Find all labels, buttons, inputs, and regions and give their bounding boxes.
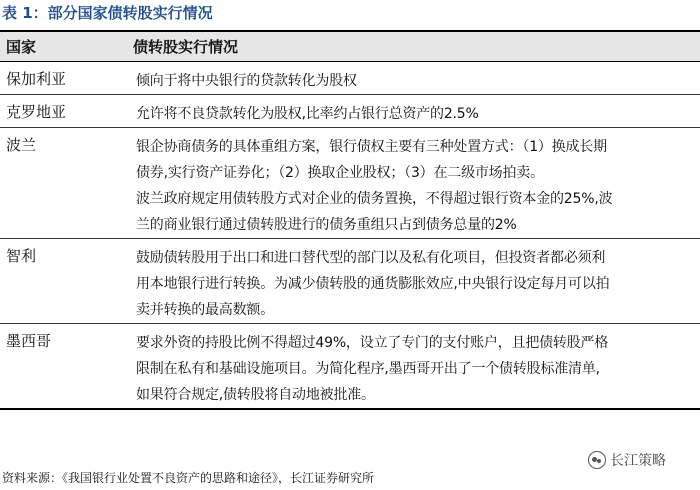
row-status — [136, 324, 700, 408]
status-line: 倾向于将中央银行的贷款转化为股权 — [136, 73, 357, 89]
status-line: 要求外资的持股比例不得超过49%，设立了专门的支付账户，且把债转股严格 — [136, 335, 609, 351]
status-line: 允许将不良贷款转化为股权,比率约占银行总资产的2.5% — [136, 106, 479, 122]
table-row — [0, 128, 700, 239]
header-country: 国家 — [6, 38, 37, 56]
row-country: 保加利亚 — [6, 70, 67, 88]
watermark — [588, 450, 666, 470]
status-line: 波兰政府规定用债转股方式对企业的债务置换，不得超过银行资本金的25%,波 — [136, 191, 613, 207]
table-header — [0, 30, 700, 62]
table-row — [0, 62, 700, 95]
table-caption: 表 1：部分国家债转股实行情况 — [2, 4, 213, 22]
row-country: 墨西哥 — [6, 332, 52, 350]
row-country: 波兰 — [6, 136, 37, 154]
row-status — [136, 128, 700, 238]
row-status — [136, 95, 700, 127]
source-note: 资料来源：《我国银行业处置不良资产的思路和途径》，长江证券研究所 — [2, 471, 375, 485]
status-line: 用本地银行进行转换。为减少债转股的通货膨胀效应,中央银行设定每月可以拍 — [136, 276, 610, 292]
status-line: 兰的商业银行通过债转股进行的债务重组只占到债务总量的2% — [136, 217, 517, 233]
status-line: 银企协商债务的具体重组方案，银行债权主要有三种处置方式：（1）换成长期 — [136, 139, 607, 155]
table-row — [0, 324, 700, 410]
row-country: 智利 — [6, 247, 37, 265]
status-line: 限制在私有和基础设施项目。为简化程序,墨西哥开出了一个债转股标准清单, — [136, 361, 600, 377]
status-line: 债券,实行资产证券化；（2）换取企业股权；（3）在二级市场拍卖。 — [136, 165, 544, 181]
debt-to-equity-table — [0, 30, 700, 410]
row-country: 克罗地亚 — [6, 103, 67, 121]
row-status — [136, 62, 700, 94]
table-row — [0, 239, 700, 324]
table-row — [0, 95, 700, 128]
watermark-text: 长江策略 — [610, 453, 666, 469]
header-status: 债转股实行情况 — [133, 38, 239, 56]
status-line: 卖并转换的最高数额。 — [136, 302, 274, 318]
wechat-logo-icon — [588, 451, 606, 469]
status-line: 鼓励债转股用于出口和进口替代型的部门以及私有化项目，但投资者都必须利 — [136, 250, 606, 266]
status-line: 如果符合规定,债转股将自动地被批准。 — [136, 387, 375, 403]
row-status — [136, 239, 700, 323]
